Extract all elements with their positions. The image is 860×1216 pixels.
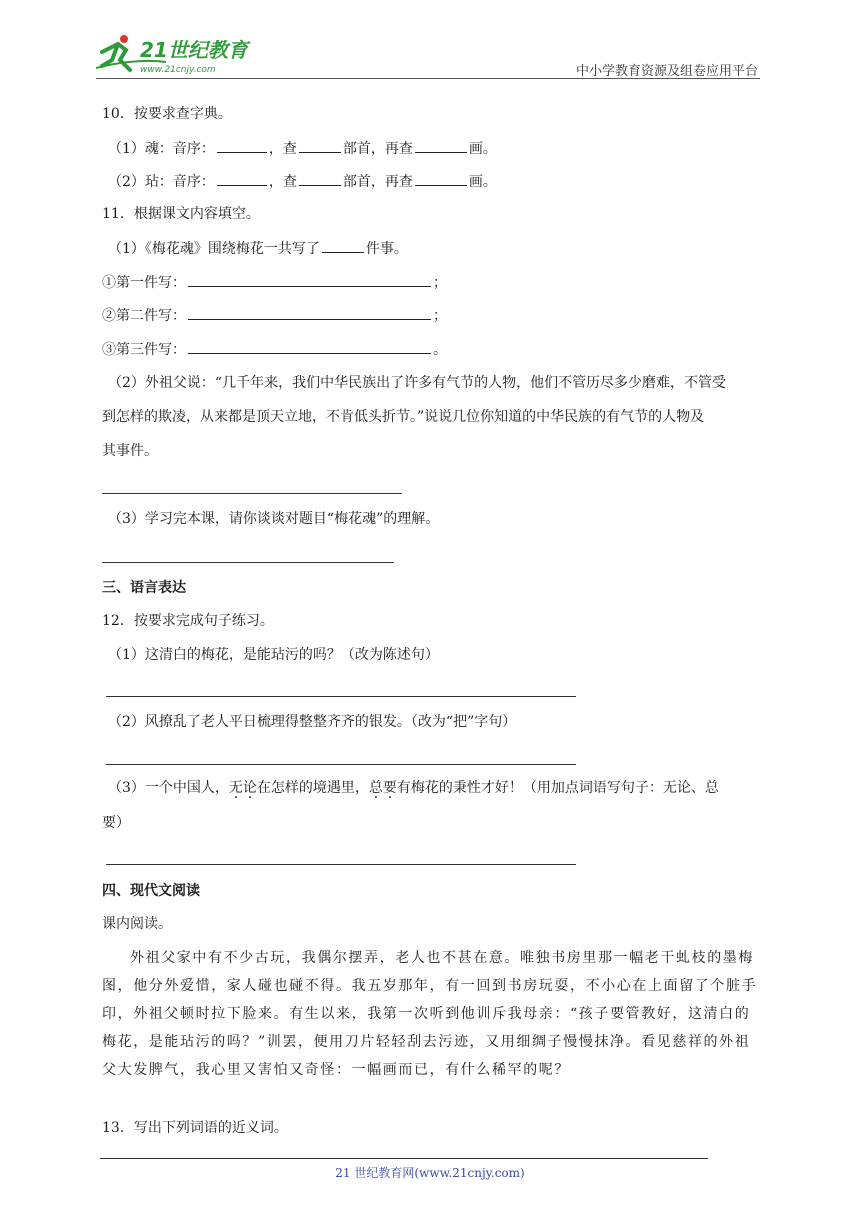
q11-part-2-line-2: 到怎样的欺凌，从来都是顶天立地，不肯低头折节。”说说几位你知道的中华民族的有气节的人物及 xyxy=(102,409,705,425)
answer-line[interactable] xyxy=(102,493,402,494)
q12-sentence-2: （2）风撩乱了老人平日梳理得整整齐齐的银发。（改为“把”字句） xyxy=(108,714,517,730)
q11-event-3: ③第三件写： 。 xyxy=(102,339,447,360)
answer-line[interactable] xyxy=(102,562,394,563)
blank[interactable] xyxy=(217,171,267,186)
section-3-title: 三、语言表达 xyxy=(102,580,186,596)
emphasis-char: 总 xyxy=(368,780,383,796)
q10-item-1: （1）魂：音序： ，查 部首，再查 画。 xyxy=(108,138,497,159)
answer-line[interactable] xyxy=(106,696,576,697)
section-4-title: 四、现代文阅读 xyxy=(102,883,200,899)
q11-part-2-line-3: 其事件。 xyxy=(102,443,158,459)
emphasis-char: 论 xyxy=(242,780,257,796)
q10-title: 10．按要求查字典。 xyxy=(102,106,232,122)
q11-part-2-line-1: （2）外祖父说：“几千年来，我们中华民族出了许多有气节的人物，他们不管历尽多少磨难，不管受 xyxy=(108,375,727,391)
emphasis-char: 要 xyxy=(382,780,397,796)
answer-line[interactable] xyxy=(106,864,576,865)
blank[interactable] xyxy=(188,305,431,320)
header-rule xyxy=(96,78,760,79)
blank[interactable] xyxy=(415,138,467,153)
q11-part-1: （1）《梅花魂》围绕梅花一共写了 件事。 xyxy=(108,238,408,259)
emphasis-char: 无 xyxy=(228,780,243,796)
blank[interactable] xyxy=(322,238,364,253)
blank[interactable] xyxy=(188,272,431,287)
footer-text: 21 世纪教育网(www.21cnjy.com) xyxy=(335,1166,525,1180)
q10-item-2: （2）玷：音序： ，查 部首，再查 画。 xyxy=(108,171,497,192)
logo-url: www.21cnjy.com xyxy=(140,65,216,75)
q11-title: 11．根据课文内容填空。 xyxy=(102,206,260,222)
blank[interactable] xyxy=(299,138,341,153)
q11-event-2: ②第二件写： ； xyxy=(102,305,447,326)
q11-part-3: （3）学习完本课，请你谈谈对题目“梅花魂”的理解。 xyxy=(108,511,440,527)
blank[interactable] xyxy=(415,171,467,186)
q12-sentence-3-cont: 要） xyxy=(102,815,130,831)
logo-21cnjy xyxy=(96,30,266,78)
reading-passage: 外祖父家中有不少古玩，我偶尔摆弄，老人也不甚在意。唯独书房里那一幅老干虬枝的墨梅图，他分外爱惜，家人碰也碰不得。我五岁那年，有一回到书房玩耍，不小心在上面留了个脏手印，外祖父顿时拉下脸来。有生以来，我第一次听到他训斥我母亲：“孩子要管教好，这清白的梅花，是能玷污的吗？”训罢，便用刀片轻轻刮去污迹，又用细绸子慢慢抹净。看见慈祥的外祖父大发脾气，我心里又害怕又奇怪：一幅画而已，有什么稀罕的呢？ xyxy=(102,950,758,1078)
q12-sentence-3: （3）一个中国人，无论在怎样的境遇里，总要有梅花的秉性才好！（用加点词语写句子：无论、总 xyxy=(108,780,719,796)
footer-rule xyxy=(100,1158,708,1159)
q11-event-1: ①第一件写： ； xyxy=(102,272,447,293)
q12-title: 12．按要求完成句子练习。 xyxy=(102,613,274,629)
blank[interactable] xyxy=(217,138,267,153)
answer-line[interactable] xyxy=(106,764,576,765)
blank[interactable] xyxy=(188,339,431,354)
platform-name: 中小学教育资源及组卷应用平台 xyxy=(575,64,758,79)
blank[interactable] xyxy=(299,171,341,186)
reading-intro: 课内阅读。 xyxy=(102,916,172,932)
q13-title: 13．写出下列词语的近义词。 xyxy=(102,1120,288,1136)
logo-text: 21世纪教育 xyxy=(140,38,248,62)
q12-sentence-1: （1）这清白的梅花，是能玷污的吗？（改为陈述句） xyxy=(108,647,439,663)
page-header xyxy=(96,30,760,78)
